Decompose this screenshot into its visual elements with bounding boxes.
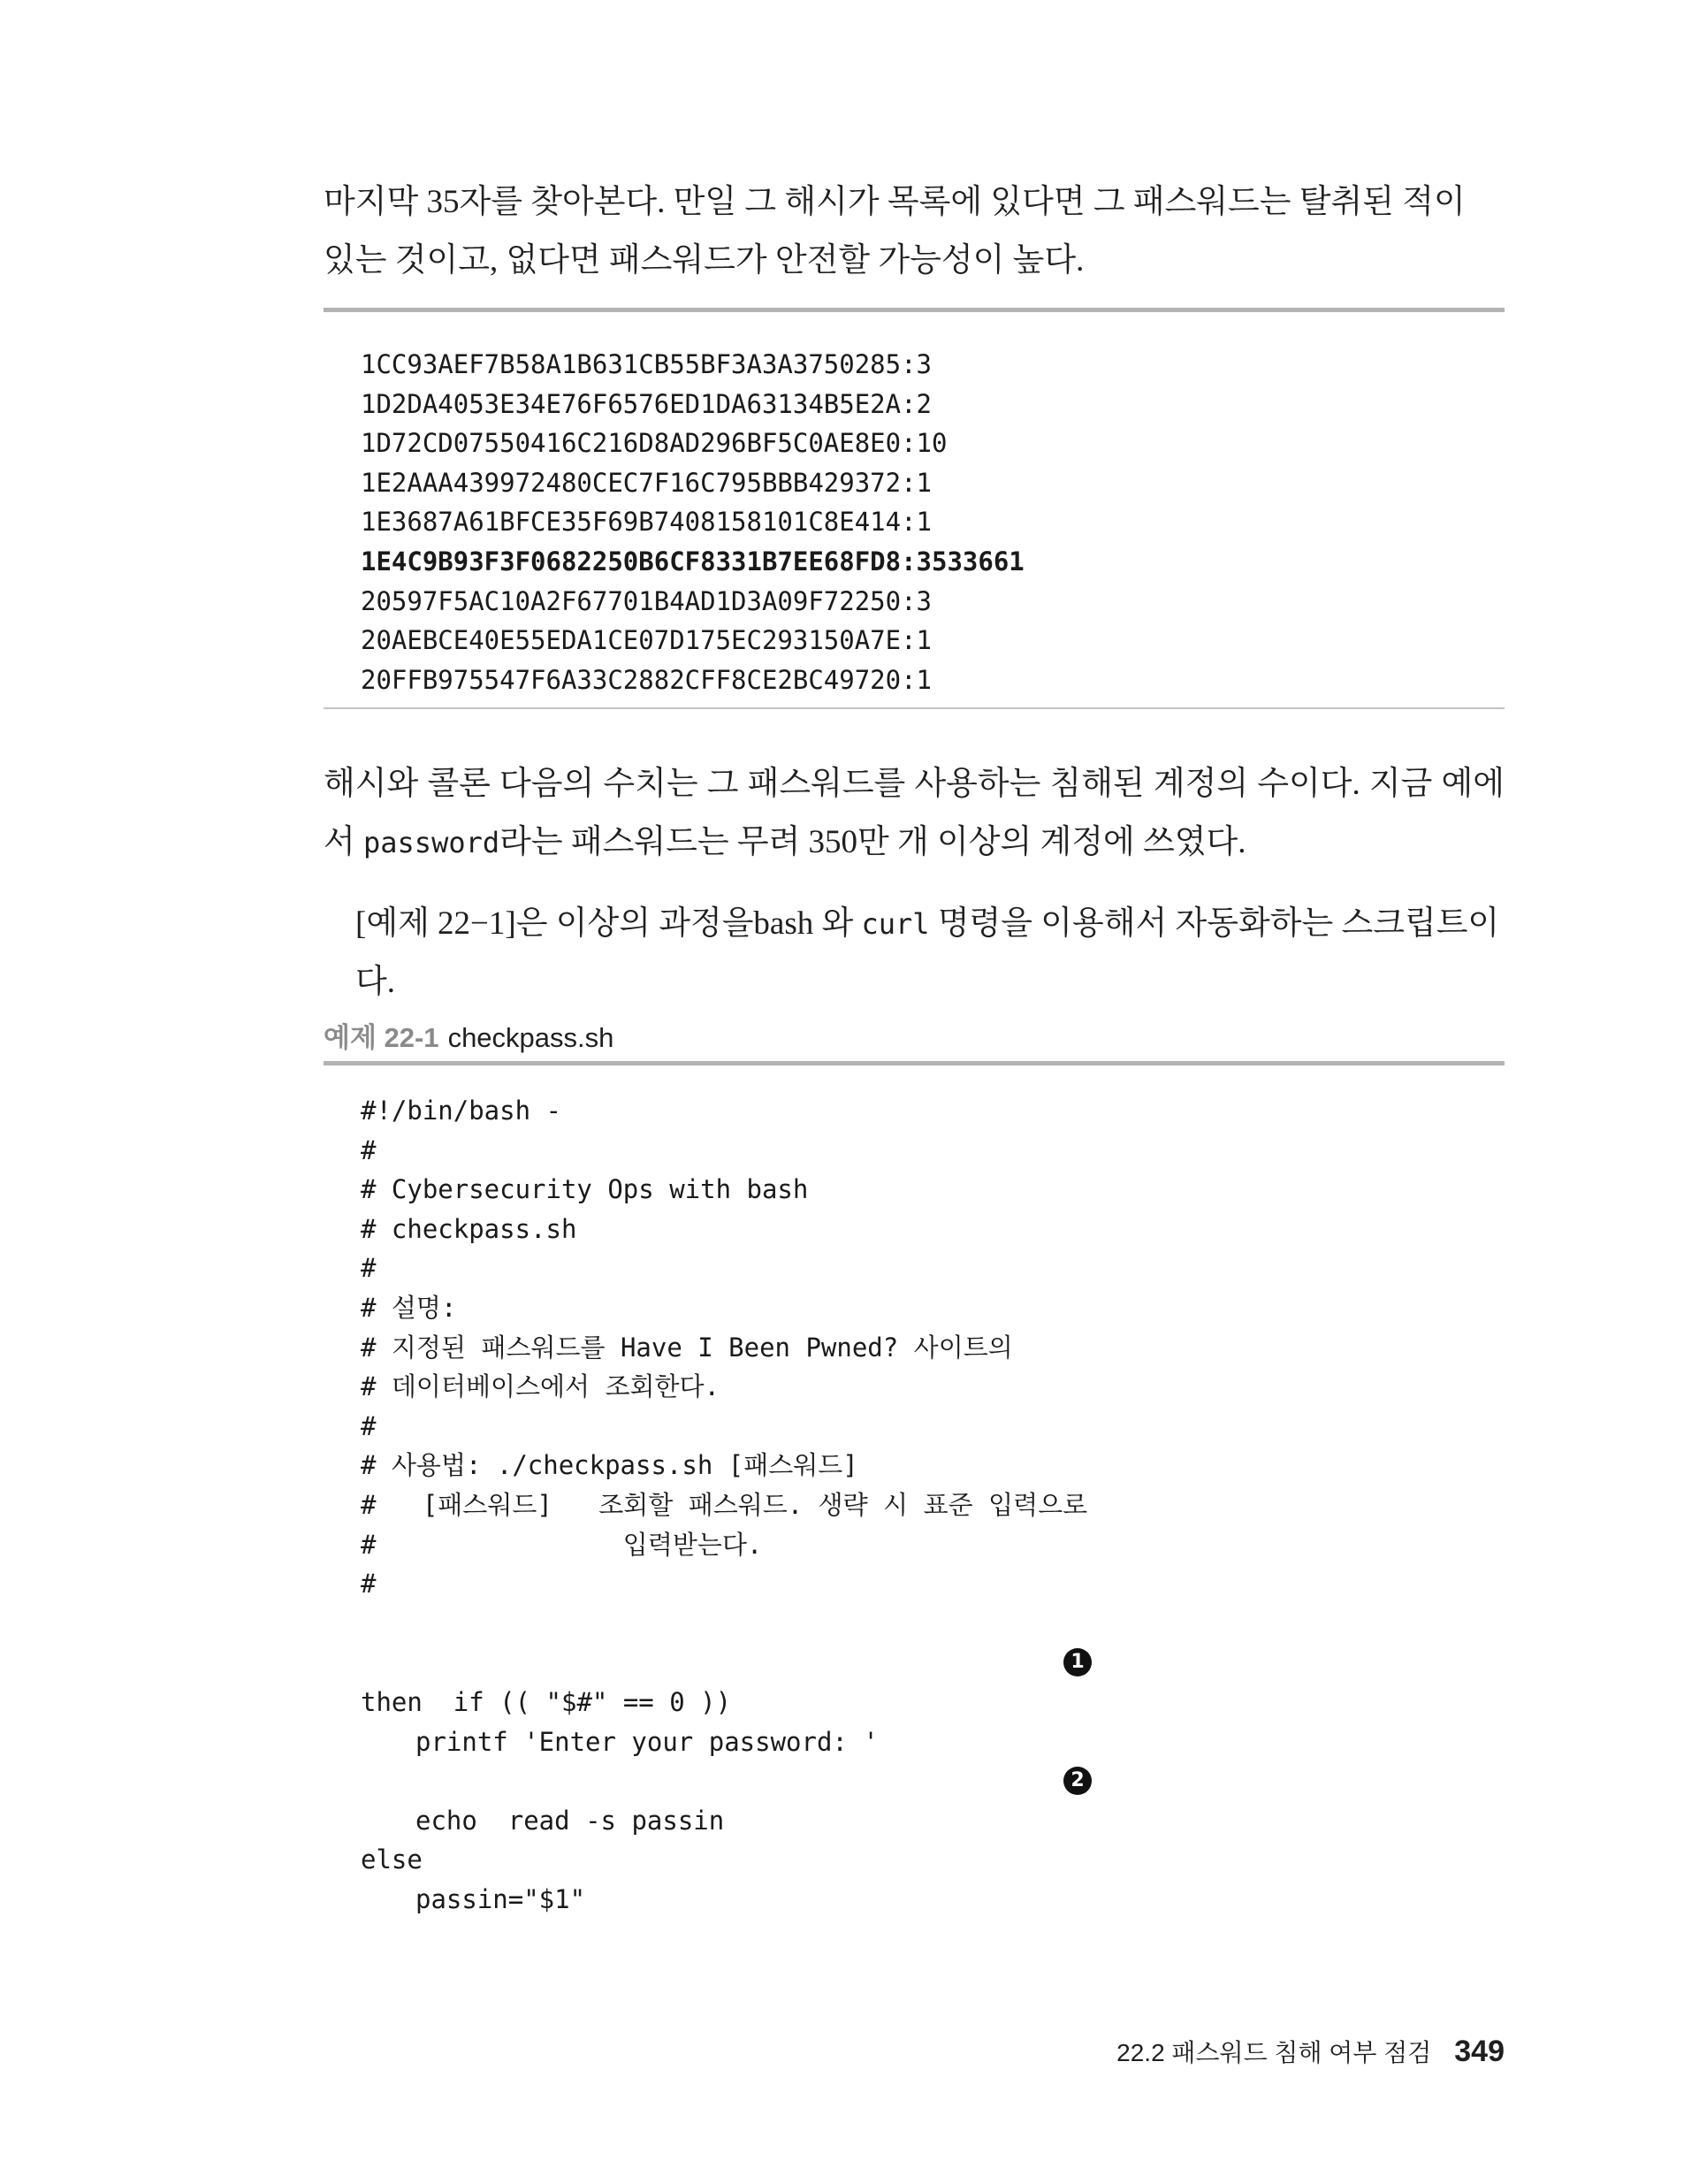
code-line: echo [415,1805,477,1836]
hash-list [361,345,1025,699]
script-intro-paragraph [355,895,1505,1012]
hash-line: 1D2DA4053E34E76F6576ED1DA63134B5E2A:2 [361,388,933,419]
callout-2-icon: 2 [1063,1767,1092,1795]
hash-line: 1D72CD07550416C216D8AD296BF5C0AE8E0:10 [361,428,948,459]
code-line: # [361,1253,377,1284]
code-line-text: read -s passin [507,1805,725,1836]
code-line: # 사용법: ./checkpass.sh [패스워드] [361,1450,858,1481]
page-number: 349 [1454,2035,1505,2068]
example-caption [324,1015,613,1055]
explanation-lead: 해시와 콜론 다음의 수치는 그 패스워드를 사용하는 침해된 계정의 수이다. 지금 예에서 [324,766,1505,860]
hash-line: 1E2AAA439972480CEC7F16C795BBB429372:1 [361,467,933,498]
hash-block-top-rule [324,308,1505,312]
code-line: # [361,1134,377,1165]
example-filename: checkpass.sh [447,1022,614,1053]
code-line: # 입력받는다. [361,1529,763,1560]
intro-paragraph: 마지막 35자를 찾아본다. 만일 그 해시가 목록에 있다면 그 패스워드는 탈취된 적이 있는 것이고, 없다면 패스워드가 안전할 가능성이 높다. [324,184,1466,279]
code-line: # [패스워드] 조회할 패스워드. 생략 시 표준 입력으로 [361,1489,1088,1520]
page-footer [1116,2034,1505,2069]
explanation-paragraph [324,755,1505,872]
callout-1-icon: 1 [1063,1648,1092,1676]
code-line: #!/bin/bash - [361,1096,561,1126]
code-blank-line [361,1604,1087,1644]
code-line-text: if (( "$#" == 0 )) [453,1686,732,1717]
example-label: 예제 22-1 [324,1022,439,1053]
footer-section-title: 22.2 패스워드 침해 여부 점검 [1116,2039,1432,2066]
hash-line: 1E3687A61BFCE35F69B7408158101C8E414:1 [361,507,933,538]
hash-line: 20FFB975547F6A33C2882CFF8CE2BC49720:1 [361,664,933,695]
code-line: # checkpass.sh [361,1213,577,1244]
code-line: # 데이터베이스에서 조회한다. [361,1371,720,1402]
explanation-rest: 라는 패스워드는 무려 350만 개 이상의 계정에 쓰였다. [499,824,1246,860]
curl-term: curl [861,907,930,941]
hash-line: 1CC93AEF7B58A1B631CB55BF3A3A3750285:3 [361,349,933,379]
code-line: # 지정된 패스워드를 Have I Been Pwned? 사이트의 [361,1332,1013,1363]
code-listing [361,1091,1087,1919]
script-intro-b: 명령을 이용해서 자동화하는 스크립트이다. [355,905,1500,1000]
hash-block-bottom-rule [324,707,1505,709]
password-term: password [363,826,500,859]
code-line: # [361,1410,377,1441]
hash-line: 20597F5AC10A2F67701B4AD1D3A09F72250:3 [361,585,933,616]
code-line: passin="$1" [415,1883,586,1914]
code-line: # [361,1569,377,1600]
code-line: printf 'Enter your password: ' [415,1726,879,1757]
code-block-top-rule [324,1061,1505,1065]
script-intro-a: [예제 22−1]은 이상의 과정을bash 와 [355,905,862,942]
code-line: # 설명: [361,1292,457,1323]
code-line: # Cybersecurity Ops with bash [361,1174,809,1205]
code-line: else [361,1844,423,1875]
hash-line-highlighted: 1E4C9B93F3F0682250B6CF8331B7EE68FD8:3533661 [361,546,1025,577]
hash-line: 20AEBCE40E55EDA1CE07D175EC293150A7E:1 [361,625,933,656]
code-line: then [361,1686,423,1717]
